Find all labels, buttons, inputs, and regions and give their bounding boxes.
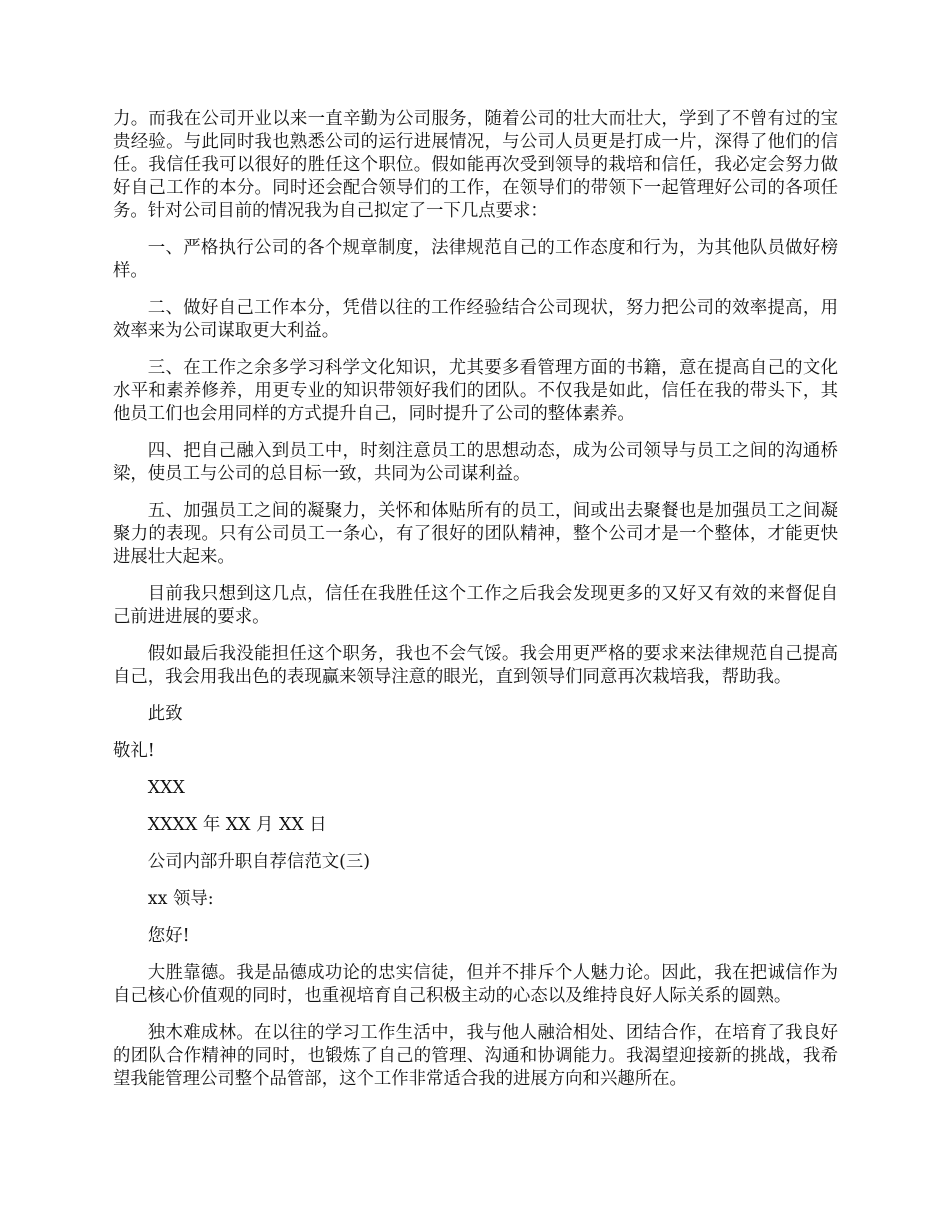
paragraph-requirement-1: 一、严格执行公司的各个规章制度，法律规范自己的工作态度和行为，为其他队员做好榜样。 [113, 238, 838, 281]
signature-name: XXX [147, 778, 185, 798]
paragraph-virtue: 大胜靠德。我是品德成功论的忠实信徒，但并不排斥个人魅力论。因此，我在把诚信作为自己核心价值观的同时，也重视培育自己积极主动的心态以及维持良好人际关系的圆熟。 [113, 963, 838, 1006]
paragraph-requirement-3: 三、在工作之余多学习科学文化知识，尤其要多看管理方面的书籍，意在提高自己的文化水平和素养修养，用更专业的知识带领好我们的团队。不仅我是如此，信任在我的带头下，其他员工们也会用同样的方式提升自己，同时提升了公司的整体素养。 [113, 358, 838, 424]
signature-date: XXXX 年 XX 月 XX 日 [147, 815, 327, 835]
paragraph-continuation: 力。而我在公司开业以来一直辛勤为公司服务，随着公司的壮大而壮大，学到了不曾有过的宝贵经验。与此同时我也熟悉公司的运行进展情况，与公司人员更是打成一片，深得了他们的信任。我信任我可以很好的胜任这个职位。假如能再次受到领导的栽培和信任，我必定会努力做好自己工作的本分。同时还会配合领导们的工作，在领导们的带领下一起管理好公司的各项任务。针对公司目前的情况我为自己拟定了一下几点要求： [113, 109, 838, 221]
document-page [113, 108, 838, 1105]
paragraph-requirement-4: 四、把自己融入到员工中，时刻注意员工的思想动态，成为公司领导与员工之间的沟通桥梁，使员工与公司的总目标一致，共同为公司谋利益。 [113, 441, 838, 484]
section-title: 公司内部升职自荐信范文(三) [147, 852, 371, 872]
salutation-jingli: 敬礼! [113, 741, 155, 761]
paragraph-teamwork: 独木难成林。在以往的学习工作生活中，我与他人融洽相处、团结合作，在培育了我良好的团队合作精神的同时，也锻炼了自己的管理、沟通和协调能力。我渴望迎接新的挑战，我希望我能管理公司整个品管部，这个工作非常适合我的进展方向和兴趣所在。 [113, 1023, 838, 1089]
paragraph-closing-remark: 假如最后我没能担任这个职务，我也不会气馁。我会用更严格的要求来法律规范自己提高自己，我会用我出色的表现赢来领导注意的眼光，直到领导们同意再次栽培我，帮助我。 [113, 644, 838, 687]
paragraph-requirement-5: 五、加强员工之间的凝聚力，关怀和体贴所有的员工，间或出去聚餐也是加强员工之间凝聚力的表现。只有公司员工一条心，有了很好的团队精神，整个公司才是一个整体，才能更快进展壮大起来。 [113, 501, 838, 567]
salutation-cizhi: 此致 [147, 704, 183, 724]
paragraph-requirement-2: 二、做好自己工作本分，凭借以往的工作经验结合公司现状，努力把公司的效率提高，用效率来为公司谋取更大利益。 [113, 298, 838, 341]
paragraph-summary: 目前我只想到这几点，信任在我胜任这个工作之后我会发现更多的又好又有效的来督促自己前进进展的要求。 [113, 584, 838, 627]
letter-greeting: 您好! [147, 926, 190, 946]
letter-addressee: xx 领导: [147, 889, 214, 909]
